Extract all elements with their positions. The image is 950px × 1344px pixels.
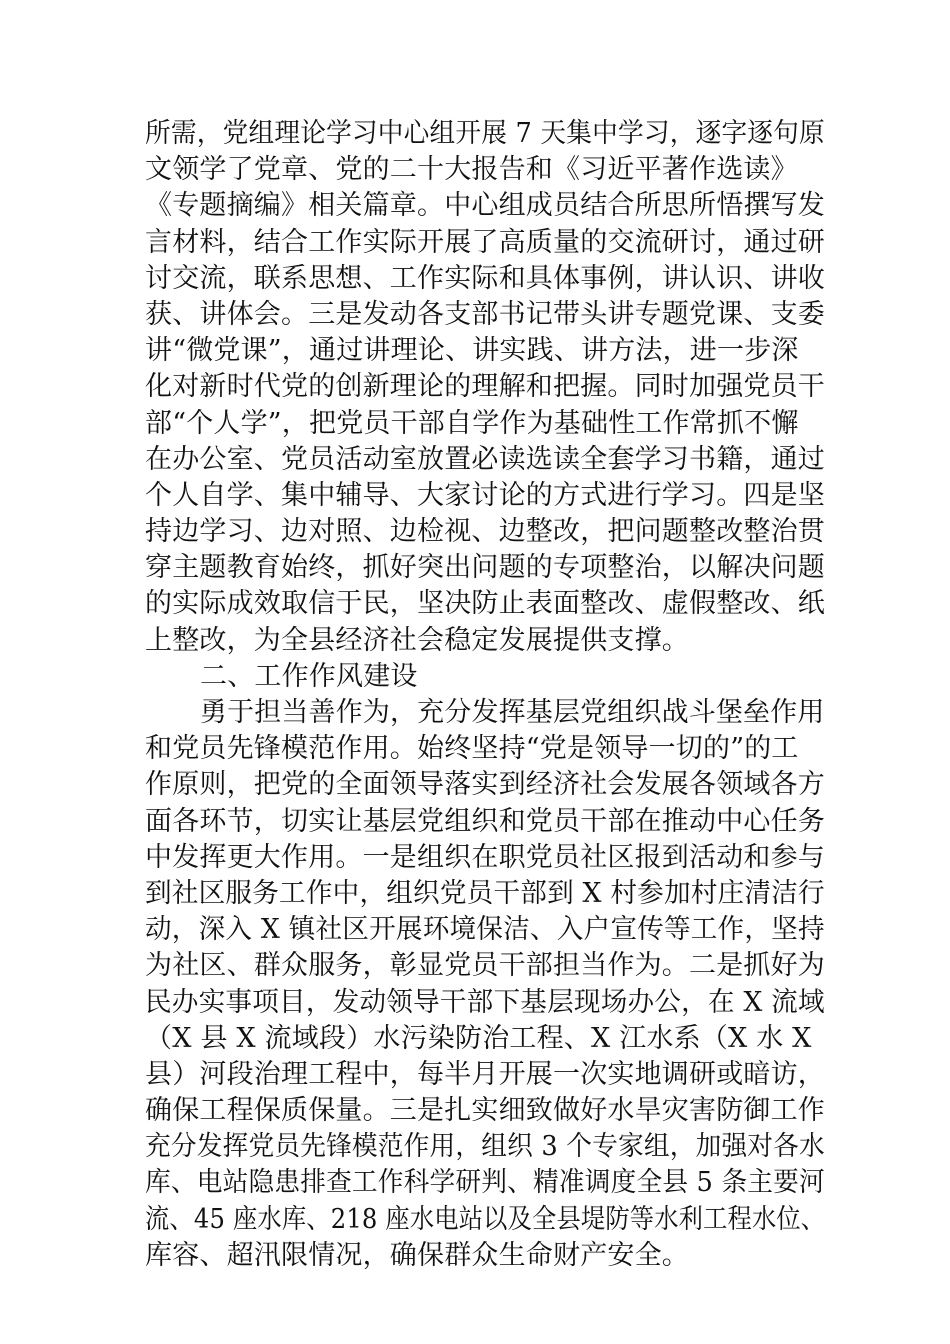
text-line: 所需，党组理论学习中心组开展 7 天集中学习，逐字逐句原 [145, 118, 825, 149]
section-heading: 二、工作作风建设 [200, 660, 418, 692]
text-line: 勇于担当善作为，充分发挥基层党组织战斗堡垒作用 [199, 697, 825, 728]
text-line: 和党员先锋模范作用。始终坚持“党是领导一切的”的工 [145, 733, 799, 765]
text-line: 面各环节，切实让基层党组织和党员干部在推动中心任务 [145, 805, 825, 837]
text-line: 获、讲体会。三是发动各支部书记带头讲专题党课、支委 [145, 298, 825, 330]
text-line: 言材料，结合工作实际开展了高质量的交流研讨，通过研 [145, 226, 825, 258]
text-line: 的实际成效取信于民，坚决防止表面整改、虚假整改、纸 [145, 588, 825, 620]
text-line: 为社区、群众服务，彰显党员干部担当作为。二是抓好为 [145, 950, 825, 982]
text-line: 作原则，把党的全面领导落实到经济社会发展各领域各方 [145, 769, 825, 801]
text-line: 持边学习、边对照、边检视、边整改，把问题整改整治贯 [145, 516, 825, 548]
text-line: （X 县 X 流域段）水污染防治工程、X 江水系（X 水 X [145, 1022, 812, 1054]
text-line: 个人自学、集中辅导、大家讨论的方式进行学习。四是坚 [145, 479, 825, 511]
text-line: 穿主题教育始终，抓好突出问题的专项整治，以解决问题 [145, 552, 825, 584]
text-line: 库容、超汛限情况，确保群众生命财产安全。 [145, 1239, 689, 1271]
text-line: 文领学了党章、党的二十大报告和《习近平著作选读》 [145, 154, 798, 186]
text-line: 确保工程保质保量。三是扎实细致做好水旱灾害防御工作 [145, 1095, 825, 1127]
text-line: 讨交流，联系思想、工作实际和具体事例，讲认识、讲收 [145, 262, 825, 294]
text-line: 化对新时代党的创新理论的理解和把握。同时加强党员干 [145, 371, 825, 403]
text-line: 上整改，为全县经济社会稳定发展提供支撑。 [145, 624, 689, 656]
text-line: 部“个人学”，把党员干部自学作为基础性工作常抓不懈 [145, 407, 799, 439]
text-line: 充分发挥党员先锋模范作用，组织 3 个专家组，加强对各水 [145, 1131, 825, 1163]
text-line: 县）河段治理工程中，每半月开展一次实地调研或暗访， [145, 1058, 825, 1090]
text-line: 讲“微党课”，通过讲理论、讲实践、讲方法，进一步深 [145, 335, 799, 367]
text-line: 中发挥更大作用。一是组织在职党员社区报到活动和参与 [145, 841, 825, 873]
text-line: 到社区服务工作中，组织党员干部到 X 村参加村庄清洁行 [145, 877, 825, 909]
body-text [145, 116, 825, 1274]
text-line: 动，深入 X 镇社区开展环境保洁、入户宣传等工作，坚持 [145, 914, 825, 946]
text-line: 库、电站隐患排查工作科学研判、精准调度全县 5 条主要河 [145, 1167, 825, 1199]
text-line: 流、45 座水库、218 座水电站以及全县堤防等水利工程水位、 [145, 1203, 826, 1235]
text-line: 《专题摘编》相关篇章。中心组成员结合所思所悟撰写发 [145, 190, 825, 222]
text-line: 在办公室、党员活动室放置必读选读全套学习书籍，通过 [145, 443, 825, 475]
text-line: 民办实事项目，发动领导干部下基层现场办公，在 X 流域 [145, 986, 825, 1018]
